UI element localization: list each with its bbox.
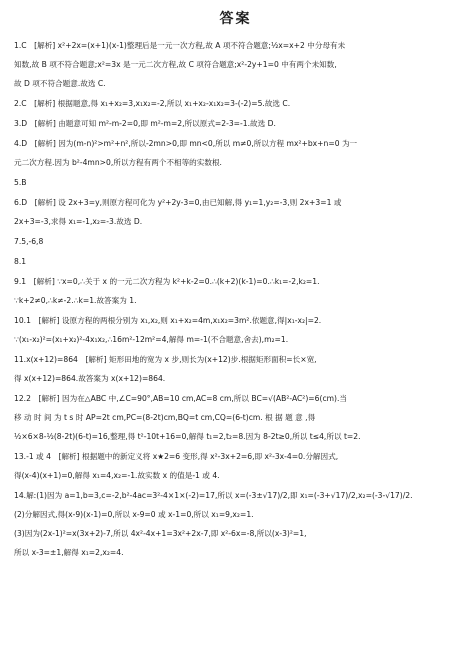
answer-14 [14, 490, 457, 558]
answer-line: 14.解:(1)因为 a=1,b=3,c=-2,b²-4ac=3²-4×1×(-2)=17,所以 x=(-3±√17)/2,即 x₁=(-3+√17)/2,x₂=(-3-√17)/2. [14, 491, 413, 500]
answer-line: ∵(x₁-x₂)²=(x₁+x₂)²-4x₁x₂,∴16m²-12m²=4,解得 m=-1(不合题意,舍去),m₂=1. [14, 335, 289, 344]
answer-2 [14, 98, 457, 109]
answer-10 [14, 315, 457, 345]
answer-line: 8.1 [14, 257, 27, 266]
answer-line: 10.1 [解析] 设原方程的两根分别为 x₁,x₂,则 x₁+x₂=4m,x₁x₂=3m².依题意,得|x₁-x₂|=2. [14, 316, 322, 325]
answer-7 [14, 236, 457, 247]
answer-line: (2)分解因式,得(x-9)(x-1)=0,所以 x-9=0 或 x-1=0,所以 x₁=9,x₂=1. [14, 510, 254, 519]
answer-line: ½×6×8-½(8-2t)(6-t)=16,整理,得 t²-10t+16=0,解得 t₁=2,t₂=8.因为 8-2t≥0,所以 t≤4,所以 t=2. [14, 432, 361, 441]
answer-11 [14, 354, 457, 384]
answer-8 [14, 256, 457, 267]
answer-5 [14, 177, 457, 188]
answer-line: 9.1 [解析] ∵x=0,∴关于 x 的一元二次方程为 k²+k-2=0.∴(k+2)(k-1)=0.∴k₁=-2,k₂=1. [14, 277, 320, 286]
answer-line: 故 D 项不符合题意.故选 C. [14, 79, 106, 88]
answer-line: 得(x-4)(x+1)=0,解得 x₁=4,x₂=-1.故实数 x 的值是-1 或 4. [14, 471, 220, 480]
answer-line: 7.5,-6,8 [14, 237, 44, 246]
answer-line: 移 动 时 间 为 t s 时 AP=2t cm,PC=(8-2t)cm,BQ=t cm,CQ=(6-t)cm. 根 据 题 意 ,得 [14, 413, 316, 422]
answer-line: 4.D [解析] 因为(m-n)²>m²+n²,所以-2mn>0,即 mn<0,所以 m≠0,所以方程 mx²+bx+n=0 为一 [14, 139, 358, 148]
answer-1 [14, 40, 457, 89]
answer-3 [14, 118, 457, 129]
answer-line: 12.2 [解析] 因为在△ABC 中,∠C=90°,AB=10 cm,AC=8 cm,所以 BC=√(AB²-AC²)=6(cm).当 [14, 394, 348, 403]
answer-line: (3)因为(2x-1)²=x(3x+2)-7,所以 4x²-4x+1=3x²+2x-7,即 x²-6x=-8,所以(x-3)²=1, [14, 529, 307, 538]
answer-line: 2.C [解析] 根据题意,得 x₁+x₂=3,x₁x₂=-2,所以 x₁+x₂-x₁x₂=3-(-2)=5.故选 C. [14, 99, 291, 108]
answer-line: 2x+3=-3,求得 x₁=-1,x₂=-3.故选 D. [14, 217, 143, 226]
answer-13 [14, 451, 457, 481]
answer-6 [14, 197, 457, 227]
answer-line: 3.D [解析] 由题意可知 m²-m-2=0,即 m²-m=2,所以原式=2-3=-1.故选 D. [14, 119, 276, 128]
answer-line: 所以 x-3=±1,解得 x₁=2,x₂=4. [14, 548, 124, 557]
answer-9 [14, 276, 457, 306]
answer-12 [14, 393, 457, 442]
answer-line: 6.D [解析] 设 2x+3=y,则原方程可化为 y²+2y-3=0,由已知解,得 y₁=1,y₂=-3,则 2x+3=1 或 [14, 198, 342, 207]
page-title: 答案 [219, 11, 252, 27]
answer-line: 知数,故 B 项不符合题意;x²=3x 是一元二次方程,故 C 项符合题意;x²-2y+1=0 中有两个未知数, [14, 60, 337, 69]
answer-4 [14, 138, 457, 168]
answer-line: 11.x(x+12)=864 [解析] 矩形田地的宽为 x 步,则长为(x+12)步.根据矩形面积=长×宽, [14, 355, 317, 364]
answer-line: 得 x(x+12)=864.故答案为 x(x+12)=864. [14, 374, 166, 383]
answer-line: 5.B [14, 178, 27, 187]
answer-line: ∵k+2≠0,∴k≠-2.∴k=1.故答案为 1. [14, 296, 137, 305]
answer-line: 元二次方程.因为 b²-4mn>0,所以方程有两个不相等的实数根. [14, 158, 222, 167]
answer-line: 13.-1 或 4 [解析] 根据题中的新定义将 x★2=6 变形,得 x²-3x+2=6,即 x²-3x-4=0.分解因式, [14, 452, 339, 461]
answer-line: 1.C [解析] x²+2x=(x+1)(x-1)整理后是一元一次方程,故 A 项不符合题意;½x=x+2 中分母有未 [14, 41, 346, 50]
